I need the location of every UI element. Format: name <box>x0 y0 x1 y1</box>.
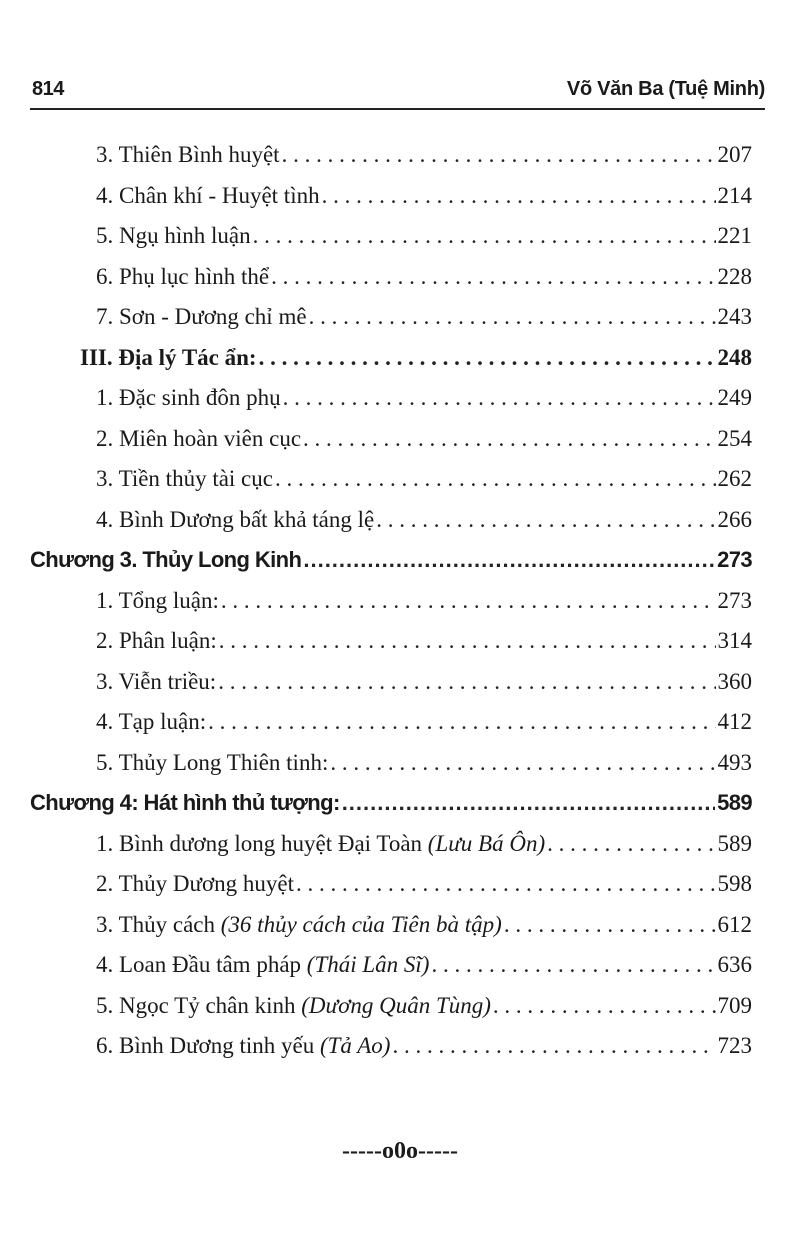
toc-page-number: 598 <box>717 871 752 896</box>
toc-entry-title <box>96 628 217 654</box>
toc-entry-title <box>96 871 294 897</box>
toc-page-number: 262 <box>717 466 752 491</box>
dot-leader <box>221 588 716 614</box>
dot-leader <box>219 628 716 654</box>
dot-leader <box>303 547 715 573</box>
dot-leader <box>376 507 715 533</box>
toc-entry-title <box>96 750 328 776</box>
dot-leader <box>283 385 716 411</box>
toc-entry-text: 3. Thiên Bình huyệt <box>96 142 280 167</box>
toc-entry-text: Chương 4: Hát hình thủ tượng: <box>30 790 340 815</box>
dot-leader <box>504 912 716 938</box>
page-number: 814 <box>32 78 64 100</box>
toc-entry-text: 3. Viễn triều: <box>96 668 217 694</box>
toc-entry-text: 2. Phân luận: <box>96 628 217 653</box>
toc-entry-title <box>96 264 269 290</box>
toc-entry-text: 4. Tạp luận: <box>96 709 207 734</box>
toc-entry-author: (Tả Ao) <box>319 1033 391 1058</box>
toc-entry-text: 4. Chân khí - Huyệt tình <box>96 182 320 208</box>
toc-page-number: 207 <box>717 142 752 167</box>
toc-entry-title <box>30 790 340 816</box>
toc-entry-title <box>96 426 301 452</box>
toc-chapter-row <box>30 790 752 831</box>
toc-page-number: 589 <box>717 790 752 815</box>
toc-entry-text: III. Địa lý Tác ẩn: <box>80 344 257 370</box>
toc-page-number: 723 <box>717 1033 752 1058</box>
toc-page-number: 360 <box>717 668 752 694</box>
toc-entry-author: (Lưu Bá Ôn) <box>427 830 546 856</box>
toc-entry-title <box>96 993 491 1019</box>
toc-entry-text: 4. Loan Đầu tâm pháp <box>96 952 307 977</box>
toc-page-number: 612 <box>717 911 752 937</box>
toc-entry-text: 1. Bình dương long huyệt Đại Toàn <box>96 830 428 856</box>
toc-item-row <box>30 142 752 183</box>
dot-leader <box>275 466 716 492</box>
toc-item-row <box>30 183 752 224</box>
toc-item-row <box>30 831 752 872</box>
toc-entry-title <box>96 709 206 735</box>
toc-item-row <box>30 912 752 953</box>
toc-entry-title <box>96 223 251 249</box>
toc-entry-text: 3. Tiền thủy tài cục <box>96 466 273 491</box>
toc-entry-title <box>96 183 320 209</box>
dot-leader <box>259 345 716 371</box>
dot-leader <box>330 750 715 776</box>
dot-leader <box>282 142 716 168</box>
toc-item-row <box>30 385 752 426</box>
toc-item-row <box>30 507 752 548</box>
toc-entry-author: (Thái Lân Sĩ) <box>306 952 430 977</box>
toc-item-row <box>30 669 752 710</box>
toc-entry-text: 5. Ngụ hình luận <box>96 223 251 248</box>
toc-item-row <box>30 426 752 467</box>
dot-leader <box>547 831 715 857</box>
toc-item-row <box>30 628 752 669</box>
toc-entry-title <box>96 669 216 695</box>
toc-entry-text: 5. Ngọc Tỷ chân kinh <box>96 992 302 1018</box>
toc-item-row <box>30 223 752 264</box>
dot-leader <box>296 871 716 897</box>
dot-leader <box>342 790 715 816</box>
toc-entry-title <box>96 912 502 938</box>
toc-entry-title <box>96 304 307 330</box>
toc-entry-title <box>96 831 545 857</box>
toc-page-number: 221 <box>717 223 752 248</box>
toc-entry-title <box>96 507 374 533</box>
toc-chapter-row <box>30 547 752 588</box>
dot-leader <box>253 223 716 249</box>
dot-leader <box>218 669 715 695</box>
toc-page-number: 243 <box>717 304 752 329</box>
table-of-contents <box>30 142 752 1074</box>
dot-leader <box>309 304 716 330</box>
dot-leader <box>392 1033 715 1059</box>
toc-entry-text: 2. Thủy Dương huyệt <box>96 871 294 896</box>
toc-page-number: 254 <box>717 425 752 451</box>
toc-entry-title <box>96 466 273 492</box>
toc-page-number: 266 <box>717 506 752 532</box>
toc-entry-text: 1. Tổng luận: <box>96 587 219 613</box>
toc-page-number: 273 <box>717 547 752 572</box>
toc-page-number: 248 <box>717 344 752 370</box>
dot-leader <box>208 709 715 735</box>
toc-entry-author: (Dương Quân Tùng) <box>301 992 491 1018</box>
toc-entry-title <box>96 1033 390 1059</box>
toc-item-row <box>30 750 752 791</box>
toc-entry-title <box>96 952 429 978</box>
toc-entry-text: 1. Đặc sinh đôn phụ <box>96 385 281 410</box>
toc-page-number: 493 <box>717 749 752 775</box>
toc-item-row <box>30 871 752 912</box>
toc-entry-title <box>96 588 219 614</box>
toc-item-row <box>30 709 752 750</box>
toc-page-number: 589 <box>717 830 752 856</box>
toc-entry-text: 4. Bình Dương bất khả táng lệ <box>96 506 375 532</box>
toc-item-row <box>30 993 752 1034</box>
toc-entry-author: (36 thủy cách của Tiên bà tập) <box>220 911 502 937</box>
toc-page-number: 412 <box>717 709 752 734</box>
toc-page-number: 228 <box>717 263 752 289</box>
toc-page-number: 273 <box>717 587 752 613</box>
toc-item-row <box>30 1033 752 1074</box>
toc-entry-title <box>96 385 281 411</box>
toc-page-number: 214 <box>717 182 752 208</box>
dot-leader <box>322 183 716 209</box>
toc-entry-text: 3. Thủy cách <box>96 911 221 937</box>
toc-page-number: 709 <box>717 992 752 1018</box>
end-ornament: -----o0o----- <box>342 1138 458 1164</box>
toc-page-number: 314 <box>717 628 752 653</box>
toc-entry-text: 5. Thủy Long Thiên tinh: <box>96 749 329 775</box>
toc-section-row <box>30 345 752 386</box>
toc-item-row <box>30 952 752 993</box>
dot-leader <box>493 993 716 1019</box>
toc-item-row <box>30 264 752 305</box>
toc-page-number: 636 <box>717 952 752 977</box>
toc-entry-text: 6. Bình Dương tinh yếu <box>96 1033 320 1058</box>
running-title: Võ Văn Ba (Tuệ Minh) <box>566 78 765 100</box>
toc-entry-text: 2. Miên hoàn viên cục <box>96 425 302 451</box>
dot-leader <box>303 426 715 452</box>
toc-entry-title <box>80 345 257 371</box>
toc-entry-title <box>30 547 301 573</box>
toc-entry-text: Chương 3. Thủy Long Kinh <box>30 547 302 572</box>
toc-entry-text: 7. Sơn - Dương chỉ mê <box>96 304 307 329</box>
toc-item-row <box>30 304 752 345</box>
toc-page-number: 249 <box>717 385 752 410</box>
toc-item-row <box>30 588 752 629</box>
toc-item-row <box>30 466 752 507</box>
page-header <box>30 72 765 110</box>
dot-leader <box>431 952 715 978</box>
toc-entry-title <box>96 142 280 168</box>
toc-entry-text: 6. Phụ lục hình thể <box>96 263 270 289</box>
dot-leader <box>271 264 715 290</box>
